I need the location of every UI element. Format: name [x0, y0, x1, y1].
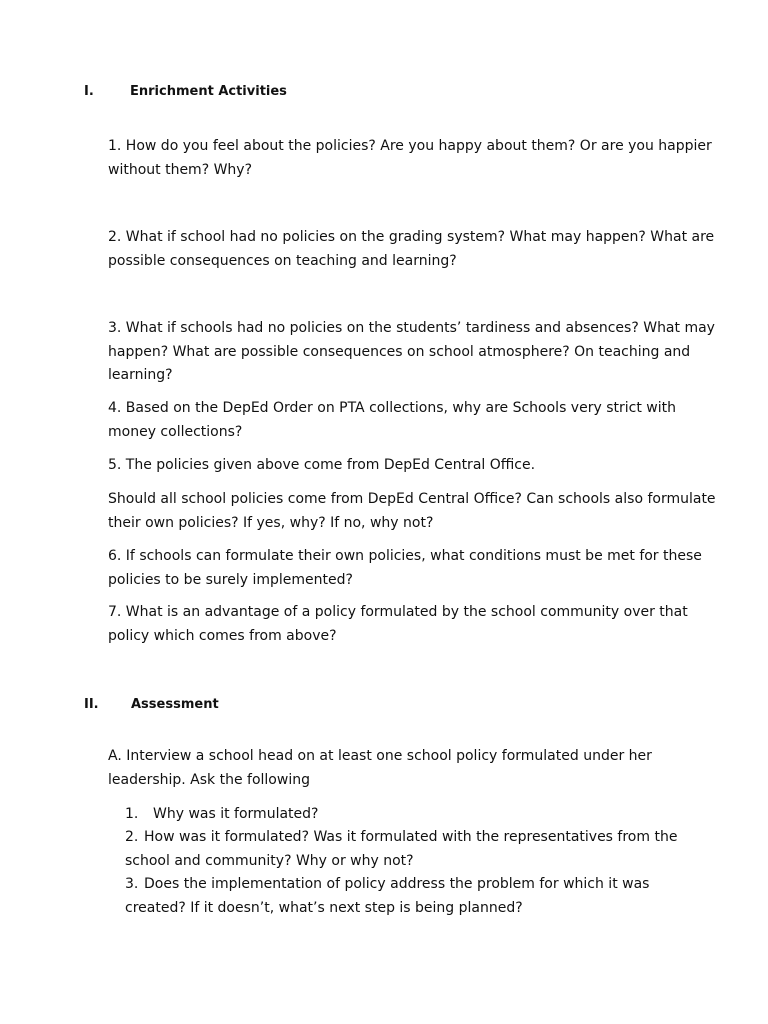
list-item: [125, 873, 685, 920]
list-item-number: 3.: [125, 876, 139, 892]
section-heading-enrichment: [84, 84, 384, 104]
list-item-text: Why was it formulated?: [153, 806, 319, 822]
list-item: [125, 803, 715, 827]
question-2: 2. What if school had no policies on the grading system? What may happen? What are possible consequences on teaching and learning?: [108, 229, 715, 269]
section-number: I.: [84, 84, 94, 99]
list-item-number: 1.: [125, 806, 139, 822]
question-3: 3. What if schools had no policies on the students’ tardiness and absences? What may happen? What are possible consequences on school atmosphere? On teaching and learning?: [108, 320, 715, 383]
list-item-number: 2.: [125, 829, 139, 845]
question-5: 5. The policies given above come from DepEd Central Office.: [108, 457, 536, 473]
list-item-text: Does the implementation of policy address the problem for which it was created? If it doesn’t, what’s next step is being planned?: [125, 876, 650, 916]
section-heading-assessment: [84, 697, 384, 717]
list-item-text: How was it formulated? Was it formulated with the representatives from the school and community? Why or why not?: [125, 829, 678, 869]
question-5-followup: Should all school policies come from DepEd Central Office? Can schools also formulate their own policies? If yes, why? If no, why not?: [108, 491, 716, 531]
assessment-intro: A. Interview a school head on at least one school policy formulated under her leadership. Ask the following: [108, 748, 652, 788]
question-7: 7. What is an advantage of a policy formulated by the school community over that policy which comes from above?: [108, 604, 688, 644]
question-4: 4. Based on the DepEd Order on PTA collections, why are Schools very strict with money collections?: [108, 400, 676, 440]
list-item: [125, 826, 705, 873]
section-title: Enrichment Activities: [130, 84, 287, 99]
section-number: II.: [84, 697, 99, 712]
question-1: 1. How do you feel about the policies? Are you happy about them? Or are you happier without them? Why?: [108, 138, 712, 178]
section-title: Assessment: [131, 697, 219, 712]
question-6: 6. If schools can formulate their own policies, what conditions must be met for these policies to be surely implemented?: [108, 548, 702, 588]
